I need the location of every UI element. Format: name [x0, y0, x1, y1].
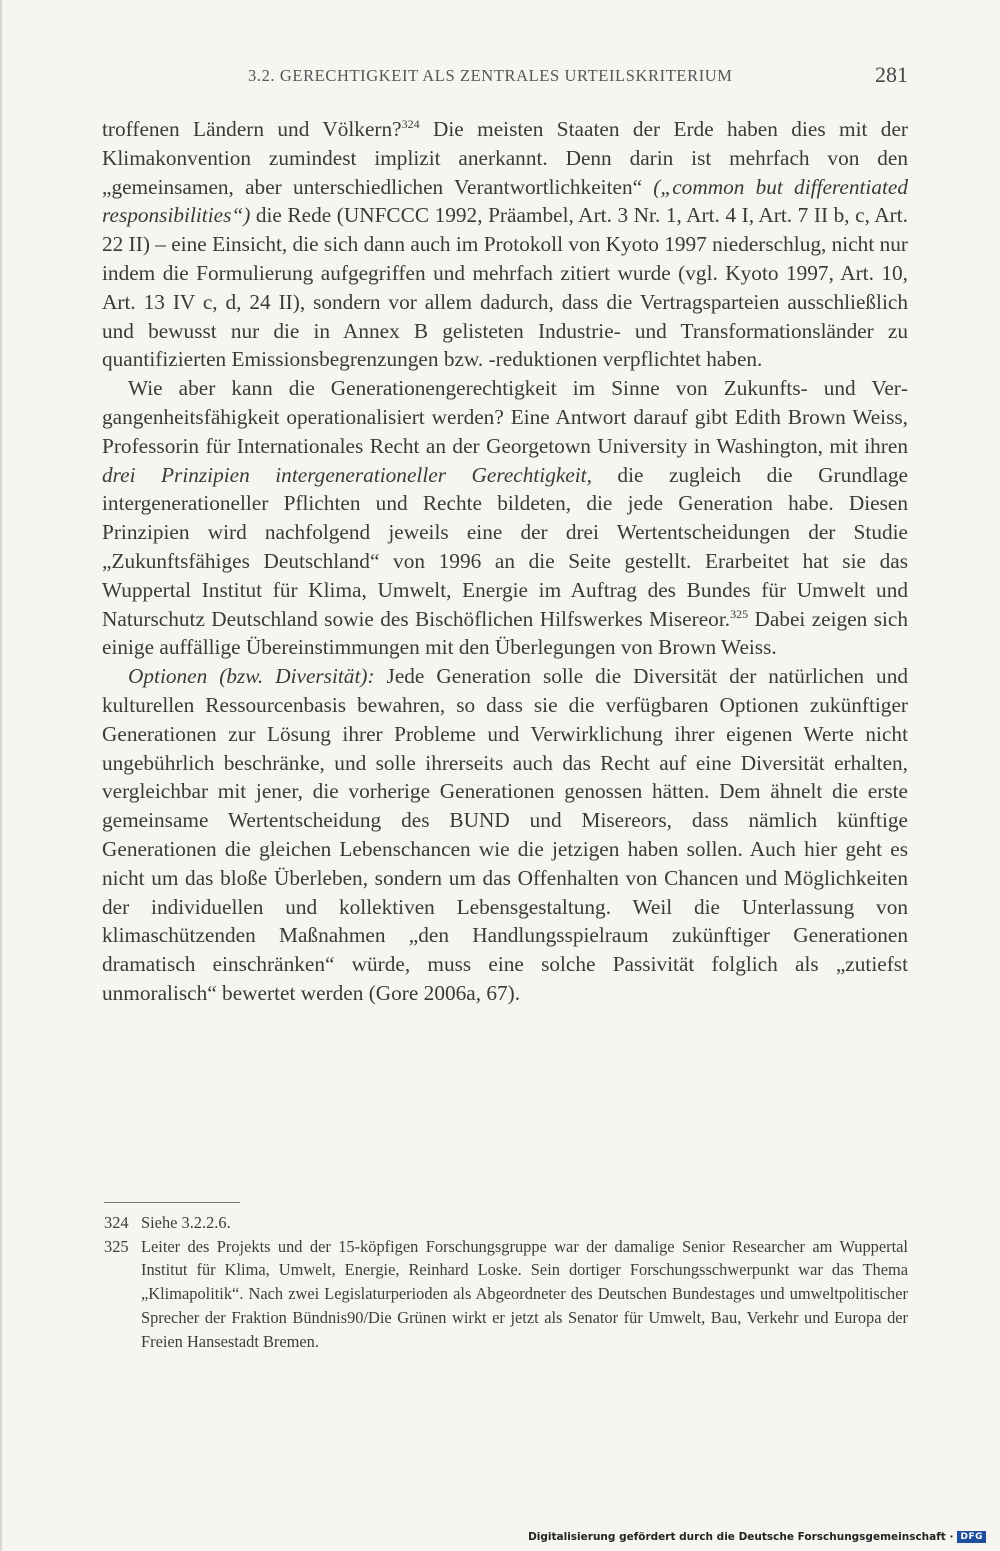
- footnotes: [104, 1211, 908, 1353]
- paragraph-1-italic: („common but differentiated responsibilities“): [102, 174, 908, 228]
- footnote-text: Siehe 3.2.2.6.: [141, 1213, 231, 1232]
- paragraph-3-text: Jede Generation solle die Diversität der natürlichen und kulturellen Ressourcenbasis bewahren, so dass sie die verfügbaren Optionen zukünftiger Generationen zur Lösung ihrer Probleme und Verwirklichung ihrer eigenen Werte nicht ungebührlich beschränke, und solle ihrerseits auch das Recht auf eine Diversität erhalten, vergleichbar mit jener, die vorherige Generationen genossen hätten. Dem ähnelt die erste gemeinsame Wertentscheidung des BUND und Misereors, dass nämlich künftige Generationen die gleichen Lebenschancen wie die jetzigen haben sollen. Auch hier geht es nicht um das bloße Überleben, sondern um das Offenhalten von Chancen und Möglichkeiten der individuellen und kollektiven Lebensgestaltung. Weil die Unterlassung von klimaschützenden Maßnahmen „den Handlungsspielraum zukünftiger Generationen dramatisch einschränken“ würde, muss eine solche Passivität folglich als „zutiefst unmoralisch“ bewertet werden (Gore 2006a, 67).: [102, 664, 908, 1005]
- footnote-325: [104, 1235, 908, 1354]
- main-text: [102, 115, 908, 1008]
- footnote-324: [104, 1211, 908, 1235]
- paragraph-3: [102, 662, 908, 1008]
- paragraph-2: [102, 374, 908, 662]
- paragraph-1: [102, 115, 908, 374]
- footnote-divider: [104, 1202, 240, 1203]
- dfg-credit-text: Digitalisierung gefördert durch die Deutsche Forschungsgemeinschaft ·: [528, 1531, 954, 1543]
- paragraph-1-text-a: troffenen Ländern und Völkern?: [102, 117, 402, 141]
- footnote-ref-324[interactable]: 324: [401, 117, 420, 131]
- paragraph-2-text-a: Wie aber kann die Generationengerechtigkeit im Sinne von Zukunfts- und Vergangenheitsfähigkeit operationalisiert werden? Eine Antwort darauf gibt Edith Brown Weiss, Professorin für Internationales Recht an der Georgetown University in Washington, mit ihren: [102, 376, 908, 458]
- page-number: 281: [875, 62, 908, 87]
- footnote-number: 325: [104, 1236, 129, 1256]
- paragraph-2-text-c: Dabei zeigen sich einige auffällige Übereinstimmungen mit den Überlegungen von Brown Weiss.: [102, 606, 908, 660]
- footnote-number: 324: [104, 1213, 129, 1232]
- paragraph-2-italic: drei Prinzipien intergenerationeller Gerechtigkeit,: [102, 462, 592, 487]
- paragraph-2-text-b: die zugleich die Grundlage intergenerationeller Pflichten und Rechte bildeten, die jede Generation habe. Diesen Prinzipien wird nachfolgend jeweils eine der drei Wertentscheidungen der Studie „Zukunftsfähiges Deutschland“ von 1996 an die Seite gestellt. Erarbeitet hat sie das Wuppertal Institut für Klima, Umwelt, Energie im Auftrag des Bundes für Umwelt und Naturschutz Deutschland sowie des Bischöflichen Hilfswerkes Misereor.: [102, 462, 908, 631]
- digitization-footer: [528, 1531, 986, 1543]
- footnote-ref-325[interactable]: 325: [730, 606, 749, 621]
- footnote-text: Leiter des Projekts und der 15-köpfigen Forschungsgruppe war der damalige Senior Researcher am Wuppertal Institut für Klima, Umwelt, Energie, Reinhard Loske. Sein dortiger Forschungsschwerpunkt war das Thema „Klimapolitik“. Nach zwei Legislaturperioden als Abgeordneter des Deutschen Bundestages und umweltpolitischer Sprecher der Fraktion Bündnis90/Die Grünen wirkt er jetzt als Senator für Umwelt, Bau, Verkehr und Europa der Freien Hansestadt Bremen.: [141, 1236, 908, 1351]
- paragraph-1-text-c: die Rede (UNFCCC 1992, Präambel, Art. 3 Nr. 1, Art. 4 I, Art. 7 II b, c, Art. 22 II) – eine Einsicht, die sich dann auch im Protokoll von Kyoto 1997 niederschlug, nicht nur indem die Formulierung aufgegriffen und mehrfach zitiert wurde (vgl. Kyoto 1997, Art. 10, Art. 13 IV c, d, 24 II), sondern vor allem dadurch, dass die Vertragsparteien ausschließlich und bewusst nur die in Annex B gelisteten Industrie- und Transformationsländer zu quantifizierten Emissionsbegrenzungen bzw. -reduktionen verpflichtet haben.: [102, 203, 908, 372]
- paragraph-3-italic: Optionen (bzw. Diversität):: [128, 664, 375, 689]
- running-title: 3.2. GERECHTIGKEIT ALS ZENTRALES URTEILSKRITERIUM: [248, 66, 733, 85]
- dfg-logo-icon: DFG: [957, 1531, 986, 1543]
- paragraph-1-text-b: Die meisten Staaten der Erde haben dies mit der Klimakonvention zumindest implizit anerkannt. Denn darin ist mehrfach von den „gemeinsamen, aber unterschiedlichen Verantwortlichkeiten“: [102, 117, 908, 199]
- running-header: [100, 62, 908, 92]
